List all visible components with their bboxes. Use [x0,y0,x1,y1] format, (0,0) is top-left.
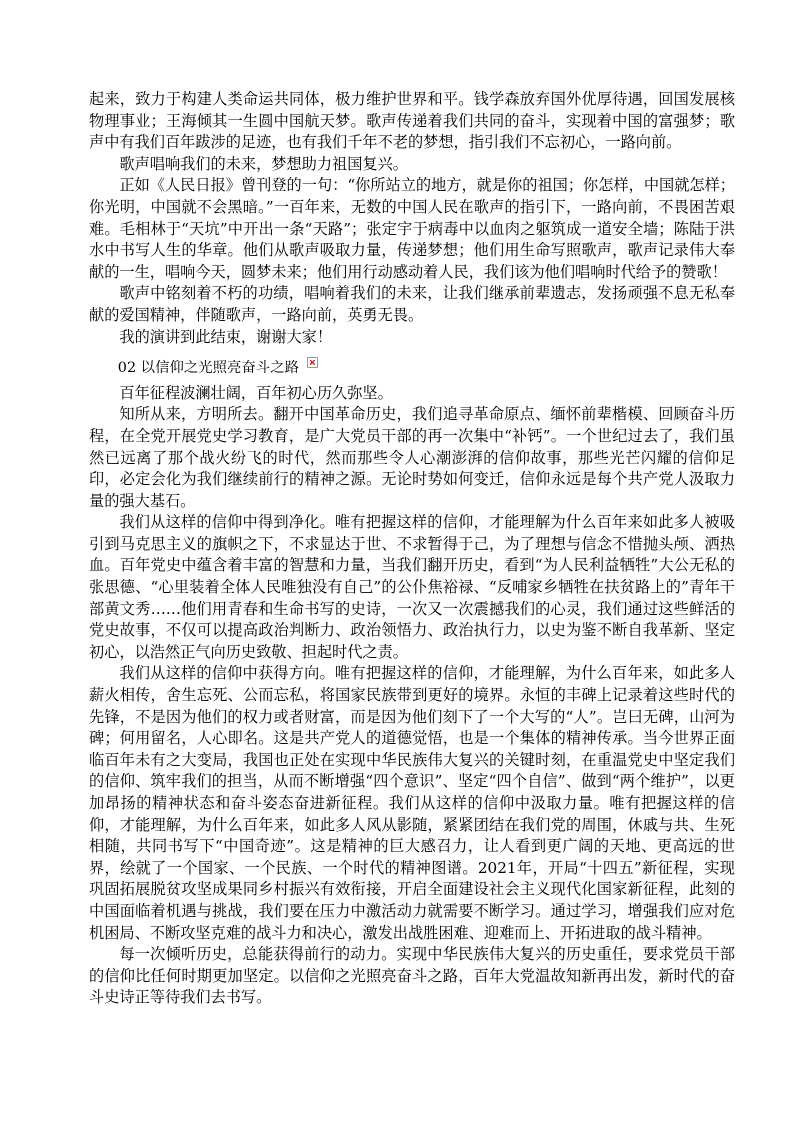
broken-image-icon [307,357,318,368]
section-heading-text: 02 以信仰之光照亮奋斗之路 [117,360,299,377]
paragraph: 起来，致力于构建人类命运共同体，极力维护世界和平。钱学森放弃国外优厚待遇，回国发展核物理事业；王海倾其一生圆中国航天梦。歌声传递着我们共同的奋斗，实现着中国的富强梦；歌声中有我们百年跋涉的足迹，也有我们千年不老的梦想，指引我们不忘初心，一路向前。 [89,90,735,152]
document-page [89,89,735,1009]
paragraph: 我的演讲到此结束，谢谢大家！ [119,327,333,346]
paragraph: 正如《人民日报》曾刊登的一句：“你所站立的地方，就是你的祖国；你怎样，中国就怎样；你光明，中国就不会黑暗。”一百年来，无数的中国人民在歌声的指引下，一路向前，不畏困苦艰难。毛相林于“天坑”中开出一条“天路”；张定宇于病毒中以血肉之躯筑成一道安全墙；陈陆于洪水中书写人生的华章。他们从歌声吸取力量，传递梦想；他们用生命写照歌声，歌声记录伟大奉献的一生，唱响今天，圆梦未来；他们用行动感动着人民，我们该为他们唱响时代给予的赞歌！ [89,176,735,281]
paragraph: 每一次倾听历史，总能获得前行的动力。实现中华民族伟大复兴的历史重任，要求党员干部的信仰比任何时期更加坚定。以信仰之光照亮奋斗之路，百年大党温故知新再出发，新时代的奋斗史诗正等待我们去书写。 [89,945,735,1007]
paragraph: 百年征程波澜壮阔，百年初心历久弥坚。 [119,383,393,402]
paragraph: 我们从这样的信仰中得到净化。唯有把握这样的信仰，才能理解为什么百年来如此多人被吸引到马克思主义的旗帜之下，不求显达于世、不求暂得于己，为了理想与信念不惜抛头颅、洒热血。百年党史中蕴含着丰富的智慧和力量，当我们翻开历史，看到“为人民利益牺牲”大公无私的张思德、“心里装着全体人民唯独没有自己”的公仆焦裕禄、“反哺家乡牺牲在扶贫路上的”青年干部黄文秀……他们用青春和生命书写的史诗，一次又一次震撼我们的心灵，我们通过这些鲜活的党史故事，不仅可以提高政治判断力、政治领悟力、政治执行力，以史为鉴不断自我革新、坚定初心，以浩然正气向历史致敬、担起时代之责。 [89,513,735,661]
paragraph: 我们从这样的信仰中获得方向。唯有把握这样的信仰，才能理解，为什么百年来，如此多人薪火相传，舍生忘死、公而忘私，将国家民族带到更好的境界。永恒的丰碑上记录着这些时代的先锋，不是因为他们的权力或者财富，而是因为他们刻下了一个大写的“人”。岂曰无碑，山河为碑；何用留名，人心即名。这是共产党人的道德觉悟，也是一个集体的精神传承。当今世界正面临百年未有之大变局，我国也正处在实现中华民族伟大复兴的关键时刻，在重温党史中坚定我们的信仰、筑牢我们的担当，从而不断增强“四个意识”、坚定“四个自信”、做到“两个维护”，以更加昂扬的精神状态和奋斗姿态奋进新征程。我们从这样的信仰中汲取力量。唯有把握这样的信仰，才能理解，为什么百年来，如此多人风从影随，紧紧团结在我们党的周围，休戚与共、生死相随，共同书写下“中国奇迹”。这是精神的巨大感召力，让人看到更广阔的天地、更高远的世界，绘就了一个国家、一个民族、一个时代的精神图谱。2021年，开局“十四五”新征程，实现巩固拓展脱贫攻坚成果同乡村振兴有效衔接，开启全面建设社会主义现代化国家新征程，此刻的中国面临着机遇与挑战，我们要在压力中激活动力就需要不断学习。通过学习，增强我们应对危机困局、不断攻坚克难的战斗力和决心，激发出战胜困难、迎难而上、开拓进取的战斗精神。 [89,664,735,942]
section-heading [89,358,735,380]
speech-ending-section [89,89,735,348]
paragraph: 歌声唱响我们的未来，梦想助力祖国复兴。 [119,154,408,173]
paragraph: 知所从来，方明所去。翻开中国革命历史，我们追寻革命原点、缅怀前辈楷模、回顾奋斗历程，在全党开展党史学习教育，是广大党员干部的再一次集中“补钙”。一个世纪过去了，我们虽然已远离了那个战火纷飞的时代，然而那些令人心潮澎湃的信仰故事，那些光芒闪耀的信仰足印，必定会化为我们继续前行的精神之源。无论时势如何变迁，信仰永远是每个共产党人汲取力量的强大基石。 [89,405,735,510]
paragraph: 歌声中铭刻着不朽的功绩，唱响着我们的未来，让我们继承前辈遗志，发扬顽强不息无私奉献的爱国精神，伴随歌声，一路向前，英勇无畏。 [89,284,735,324]
speech-body-section [89,383,735,1009]
